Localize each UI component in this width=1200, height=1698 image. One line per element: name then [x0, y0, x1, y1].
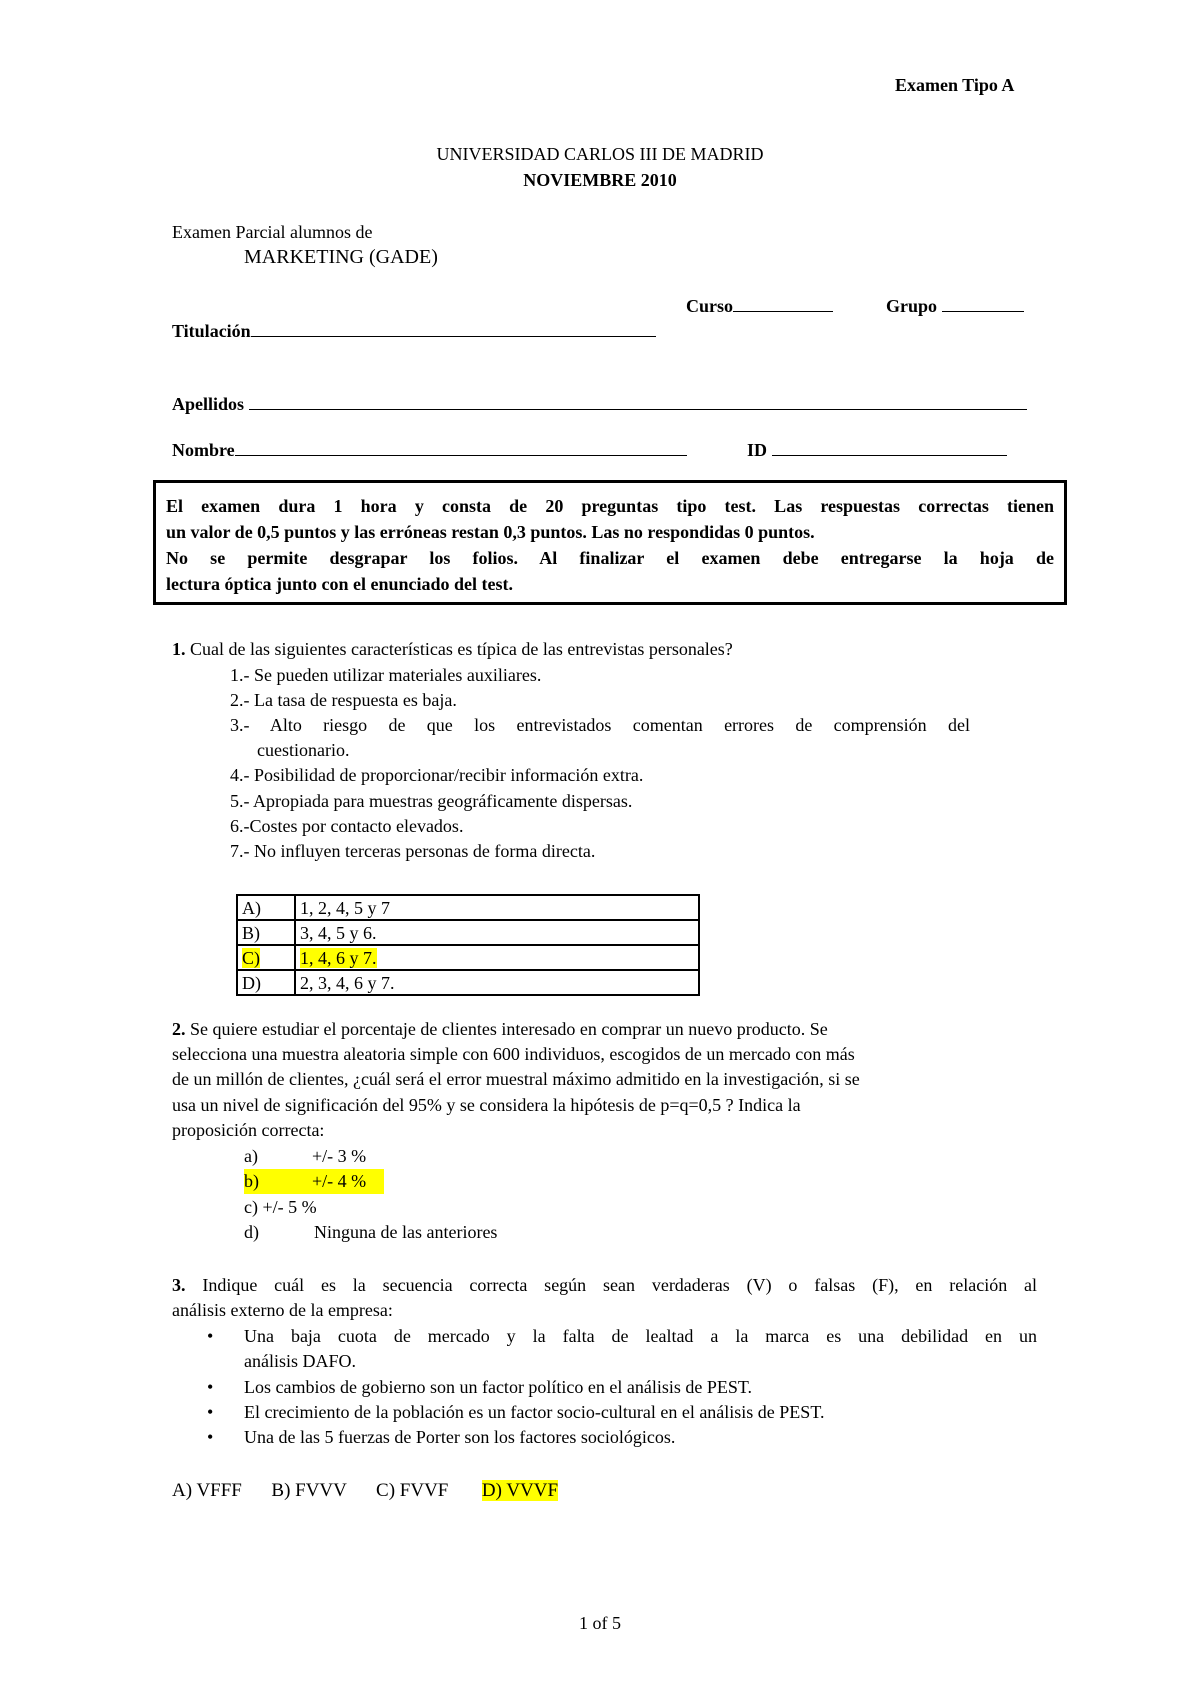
- q2-option-a-text: +/- 3 %: [312, 1146, 367, 1166]
- question-3-line-2: análisis externo de la empresa:: [172, 1300, 393, 1320]
- q1-item-3-cont: cuestionario.: [257, 740, 350, 760]
- id-line: [772, 437, 1007, 456]
- university-title: UNIVERSIDAD CARLOS III DE MADRID: [436, 144, 764, 164]
- q1-item-1: 1.- Se pueden utilizar materiales auxiliares.: [230, 665, 542, 685]
- q3-answers: [172, 1478, 558, 1503]
- instructions-line-2: un valor de 0,5 puntos y las erróneas restan 0,3 puntos. Las no respondidas 0 puntos.: [166, 522, 815, 542]
- curso-label: Curso: [686, 296, 734, 316]
- question-2-line-1: Se quiere estudiar el porcentaje de clientes interesado en comprar un nuevo producto. Se: [190, 1019, 828, 1039]
- q1-item-7: 7.- No influyen terceras personas de forma directa.: [230, 841, 596, 861]
- question-3-line-1: Indique cuál es la secuencia correcta según sean verdaderas (V) o falsas (F), en relación al: [202, 1275, 1038, 1295]
- q1-item-4: 4.- Posibilidad de proporcionar/recibir información extra.: [230, 765, 644, 785]
- q2-option-c-letter: c): [244, 1197, 258, 1217]
- question-3-number: 3.: [172, 1275, 186, 1295]
- question-2-line-4: usa un nivel de significación del 95% y se considera la hipótesis de p=q=0,5 ? Indica la: [172, 1095, 801, 1115]
- question-2-line-3: de un millón de clientes, ¿cuál será el error muestral máximo admitido en la investigación, si se: [172, 1069, 860, 1089]
- q1-option-d-text: 2, 3, 4, 6 y 7.: [295, 970, 699, 995]
- q2-option-c[interactable]: [244, 1195, 317, 1220]
- grupo-label: Grupo: [886, 296, 938, 316]
- page-number: 1 of 5: [579, 1613, 621, 1633]
- q1-item-6: 6.-Costes por contacto elevados.: [230, 816, 464, 836]
- titulacion-label: Titulación: [172, 321, 251, 341]
- q1-option-d-letter: D): [237, 970, 295, 995]
- question-2-line-2: selecciona una muestra aleatoria simple con 600 individuos, escogidos de un mercado con más: [172, 1044, 855, 1064]
- bullet-icon: •: [207, 1377, 214, 1397]
- apellidos-line: [249, 391, 1027, 410]
- q2-option-b[interactable]: [244, 1169, 384, 1194]
- q2-option-b-letter: b): [244, 1171, 259, 1191]
- curso-field[interactable]: [686, 293, 833, 319]
- q1-option-c-letter: C): [242, 947, 260, 968]
- apellidos-field[interactable]: [172, 391, 1027, 417]
- q3-bullet-3: El crecimiento de la población es un factor socio-cultural en el análisis de PEST.: [244, 1402, 825, 1422]
- question-2: [172, 1017, 1037, 1042]
- apellidos-label: Apellidos: [172, 394, 245, 414]
- q2-option-d[interactable]: [244, 1220, 497, 1245]
- question-2-number: 2.: [172, 1019, 186, 1039]
- course-name: MARKETING (GADE): [244, 246, 438, 268]
- q3-bullet-1: Una baja cuota de mercado y la falta de lealtad a la marca es una debilidad en un: [244, 1326, 1037, 1346]
- q3-bullet-1-cont: análisis DAFO.: [244, 1351, 356, 1371]
- question-2-line-5: proposición correcta:: [172, 1120, 325, 1140]
- q1-option-a-text: 1, 2, 4, 5 y 7: [295, 895, 699, 920]
- instructions-line-1: El examen dura 1 hora y consta de 20 preguntas tipo test. Las respuestas correctas tienen: [166, 496, 1054, 516]
- nombre-line: [235, 437, 687, 456]
- q1-item-5: 5.- Apropiada para muestras geográficamente dispersas.: [230, 791, 633, 811]
- q1-option-b-text: 3, 4, 5 y 6.: [295, 920, 699, 945]
- q3-answer-c[interactable]: C) FVVF: [376, 1480, 449, 1501]
- instructions-line-3: No se permite desgrapar los folios. Al finalizar el examen debe entregarse la hoja de: [166, 548, 1054, 568]
- q3-answer-b[interactable]: B) FVVV: [271, 1480, 347, 1501]
- instructions-box: [153, 480, 1067, 605]
- grupo-field[interactable]: [886, 293, 1024, 319]
- q1-option-d[interactable]: [237, 970, 699, 995]
- q1-option-a[interactable]: [237, 895, 699, 920]
- q1-option-b[interactable]: [237, 920, 699, 945]
- bullet-icon: •: [207, 1326, 214, 1346]
- q2-option-d-text: Ninguna de las anteriores: [314, 1222, 498, 1242]
- nombre-label: Nombre: [172, 440, 235, 460]
- exam-type-label: Examen Tipo A: [895, 75, 1015, 95]
- q3-answer-d[interactable]: D) VVVF: [481, 1480, 559, 1501]
- q1-option-b-letter: B): [237, 920, 295, 945]
- q1-item-3: 3.- Alto riesgo de que los entrevistados comentan errores de comprensión del: [230, 715, 970, 735]
- grupo-line: [942, 293, 1024, 312]
- exam-date: NOVIEMBRE 2010: [523, 170, 677, 190]
- question-3: [172, 1273, 1037, 1298]
- q2-option-d-letter: d): [244, 1222, 259, 1242]
- instructions-line-4: lectura óptica junto con el enunciado del test.: [166, 574, 513, 594]
- question-1-text: Cual de las siguientes características es típica de las entrevistas personales?: [190, 639, 733, 659]
- q1-option-a-letter: A): [237, 895, 295, 920]
- bullet-icon: •: [207, 1427, 214, 1447]
- id-label: ID: [747, 440, 768, 460]
- titulacion-line: [251, 318, 656, 337]
- bullet-icon: •: [207, 1402, 214, 1422]
- nombre-field[interactable]: [172, 437, 687, 463]
- q1-option-c[interactable]: [237, 945, 699, 970]
- q3-bullet-4: Una de las 5 fuerzas de Porter son los factores sociológicos.: [244, 1427, 676, 1447]
- q3-answer-a[interactable]: A) VFFF: [172, 1480, 242, 1501]
- q1-option-c-text: 1, 4, 6 y 7.: [300, 947, 377, 968]
- titulacion-field[interactable]: [172, 318, 656, 344]
- q3-bullet-2: Los cambios de gobierno son un factor político en el análisis de PEST.: [244, 1377, 753, 1397]
- id-field[interactable]: [747, 437, 1007, 463]
- question-1-number: 1.: [172, 639, 186, 659]
- q1-item-2: 2.- La tasa de respuesta es baja.: [230, 690, 457, 710]
- q2-option-a[interactable]: [244, 1144, 366, 1169]
- q2-option-a-letter: a): [244, 1146, 258, 1166]
- question-1: [172, 637, 1037, 662]
- q2-option-c-text: +/- 5 %: [262, 1197, 317, 1217]
- q1-options-table: [236, 894, 700, 996]
- intro-line: Examen Parcial alumnos de: [172, 222, 373, 242]
- q2-option-b-text: +/- 4 %: [312, 1171, 367, 1191]
- curso-line: [733, 293, 833, 312]
